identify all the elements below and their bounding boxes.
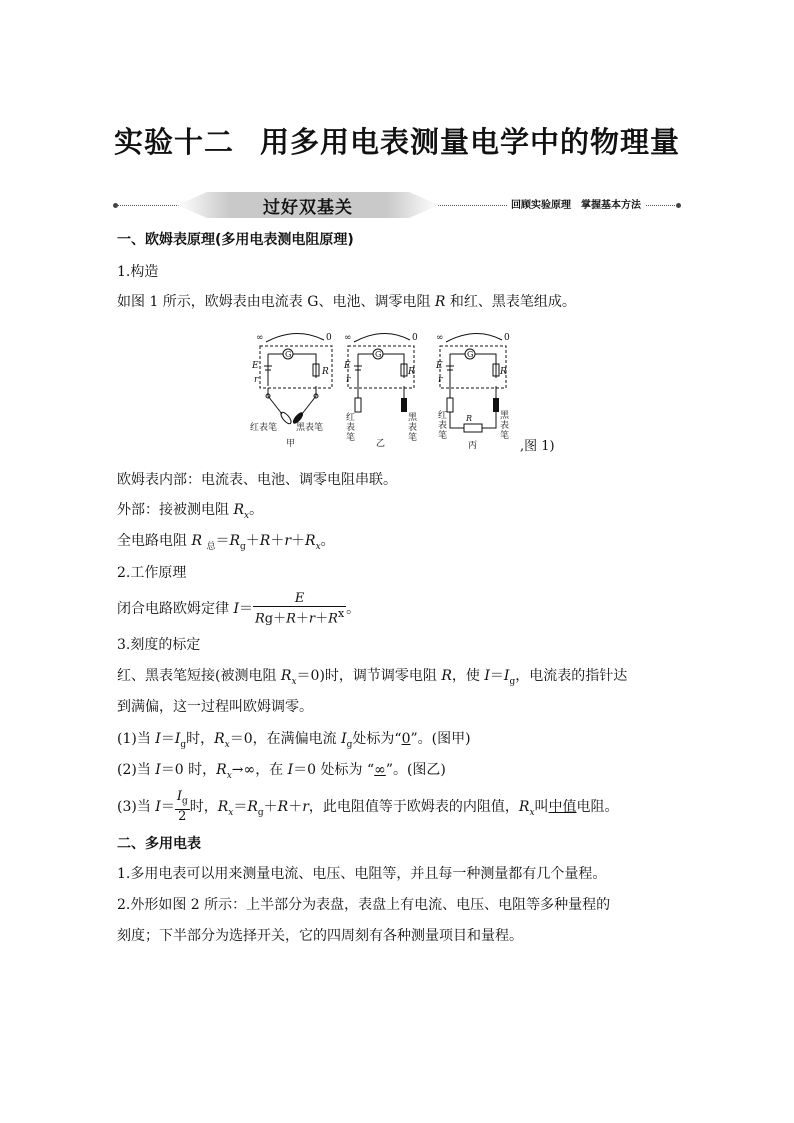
black-probe-label: 笔: [408, 433, 418, 443]
banner-tag-text: 过好双基关: [263, 198, 353, 218]
subheading-calibration: 3.刻度的标定: [117, 637, 201, 653]
E-label: E: [252, 361, 259, 371]
text: ，使: [451, 668, 485, 684]
red-probe-label: 笔: [346, 433, 356, 443]
text: 处标为“: [352, 731, 402, 747]
var-R: R: [434, 294, 446, 310]
sub-total: 总: [206, 541, 216, 552]
title-part2: 用多用电表测量电学中的物理量: [260, 125, 681, 159]
paragraph-ohm-law: 闭合电路欧姆定律 I＝ $\frac{E}{Rg+R+r+R^x}$ 。: [117, 591, 361, 627]
paragraph-structure: [117, 292, 576, 312]
red-probe-label: 表: [438, 421, 448, 431]
Rx-label: R: [466, 414, 473, 423]
zero-label: 0: [504, 333, 510, 343]
paragraph-case-2: (2)当 I＝0 时，$R_x\to\infty$，在 I＝0 处标为 “∞”。(图乙): [117, 762, 446, 781]
figure-caption: ,图 1): [520, 439, 555, 454]
r-label: r: [346, 375, 351, 385]
red-probe-label: 笔: [438, 431, 448, 441]
red-probe-label: 红: [346, 413, 356, 423]
zero-label: 0: [412, 333, 418, 343]
section-banner: [117, 190, 677, 220]
G-label: G: [467, 350, 474, 359]
G-label: G: [375, 350, 382, 359]
text: 电阻。: [576, 799, 619, 815]
page-title: [0, 120, 794, 161]
black-probe-label: 黑表笔: [296, 423, 324, 433]
text: (1)当: [117, 731, 156, 747]
subheading-structure: 1.构造: [117, 264, 159, 280]
formula-fraction: $\frac{E}{Rg+R+r+R^x}$: [254, 591, 345, 627]
text: ”。(图甲): [410, 731, 471, 747]
red-probe-label: 红: [438, 411, 448, 421]
title-part1: 实验十二: [113, 125, 234, 159]
r-label: r: [438, 375, 443, 385]
formula-half-ig: $\frac{I_g}{2}$: [176, 789, 188, 824]
inf-label: ∞: [436, 333, 444, 343]
value-midscale: 中值: [548, 799, 577, 815]
text: (2)当: [117, 762, 156, 778]
inf-label: ∞: [256, 333, 264, 343]
circuit-diagram: [248, 328, 588, 456]
text: ＝0)时，调节调零电阻: [296, 668, 442, 684]
text: 时，: [189, 799, 218, 815]
text: 闭合电路欧姆定律: [117, 601, 234, 618]
value-infinity: ∞: [374, 762, 386, 778]
figure-1: [248, 328, 588, 456]
panel-yi: [343, 333, 418, 449]
text: ，电流表的指针达: [515, 668, 628, 684]
paragraph-total-resistance: 全电路电阻 R $_总=R_g+R+r+R_x$。: [117, 533, 335, 552]
section2-heading: 二、多用电表: [117, 836, 201, 852]
black-probe-label: 笔: [500, 431, 510, 441]
r-label: r: [254, 375, 259, 385]
R-label: R: [500, 367, 507, 377]
black-probe-label: 表: [408, 423, 418, 433]
paragraph-zeroing-2: 到满偏，这一过程叫欧姆调零。: [117, 699, 313, 715]
text: ＝0 处标为 “: [293, 762, 375, 778]
panel-jia: [250, 333, 332, 449]
text: ＝0 时，: [160, 762, 217, 778]
text: 叫: [534, 799, 549, 815]
paragraph-multimeter-1: 1.多用电表可以用来测量电流、电压、电阻等，并且每一种测量都有几个量程。: [117, 866, 607, 882]
paragraph-multimeter-3: 刻度；下半部分为选择开关，它的四周刻有各种测量项目和量程。: [117, 928, 523, 944]
inf-label: ∞: [344, 333, 352, 343]
text: 全电路电阻: [117, 533, 192, 549]
paragraph-case-3: (3)当 I＝ $\frac{I_g}{2}$ 时，$R_x=R_g+R+r$，此电阻值等于欧姆表的内阻值，$R_x$叫中值电阻。: [117, 789, 619, 824]
red-probe-label: 红表笔: [250, 423, 278, 433]
G-label: G: [285, 350, 292, 359]
section1-heading: 一、欧姆表原理(多用电表测电阻原理): [117, 232, 354, 248]
text: (3)当: [117, 799, 156, 815]
panel-label-yi: 乙: [376, 439, 386, 449]
value-zero: 0: [401, 731, 411, 747]
zero-label: 0: [326, 333, 332, 343]
text: 外部：接被测电阻: [117, 502, 234, 518]
text: 和红、黑表笔组成。: [445, 294, 576, 310]
panel-bing: [435, 333, 510, 451]
E-label: E: [436, 361, 443, 371]
black-probe-label: 表: [500, 421, 510, 431]
black-probe-label: 黑: [408, 413, 418, 423]
text: ，此电阻值等于欧姆表的内阻值，: [308, 799, 519, 815]
banner-subtitle: 回顾实验原理 掌握基本方法: [507, 196, 645, 211]
banner-tag: [177, 190, 439, 220]
subheading-principle: 2.工作原理: [117, 565, 187, 581]
text: ”。(图乙): [385, 762, 446, 778]
text: ＝0，在满偏电流: [229, 731, 342, 747]
paragraph-zeroing-1: 红、黑表笔短接(被测电阻 $R_x=0$)时，调节调零电阻 R，使 $I=I_g$，电流表的指针达: [117, 668, 628, 687]
R-label: R: [408, 367, 415, 377]
text: 如图 1 所示，欧姆表由电流表 G、电池、调零电阻: [117, 294, 435, 310]
E-label: E: [344, 361, 351, 371]
panel-label-jia: 甲: [286, 439, 296, 449]
paragraph-multimeter-2: 2.外形如图 2 所示：上半部分为表盘，表盘上有电流、电压、电阻等多种量程的: [117, 897, 611, 913]
black-probe-label: 黑: [500, 411, 510, 421]
paragraph-external: 外部：接被测电阻 $R_x$。: [117, 502, 264, 521]
paragraph-internal: 欧姆表内部：电流表、电池、调零电阻串联。: [117, 472, 397, 488]
text: 红、黑表笔短接(被测电阻: [117, 668, 281, 684]
paragraph-case-1: (1)当 $I=I_g$时，$R_x=0$，在满偏电流 $I_g$处标为“0”。(图甲): [117, 731, 471, 750]
text: 时，: [186, 731, 215, 747]
red-probe-label: 表: [346, 423, 356, 433]
R-label: R: [322, 367, 329, 377]
panel-label-bing: 丙: [468, 441, 478, 451]
text: →∞，在: [231, 762, 288, 778]
